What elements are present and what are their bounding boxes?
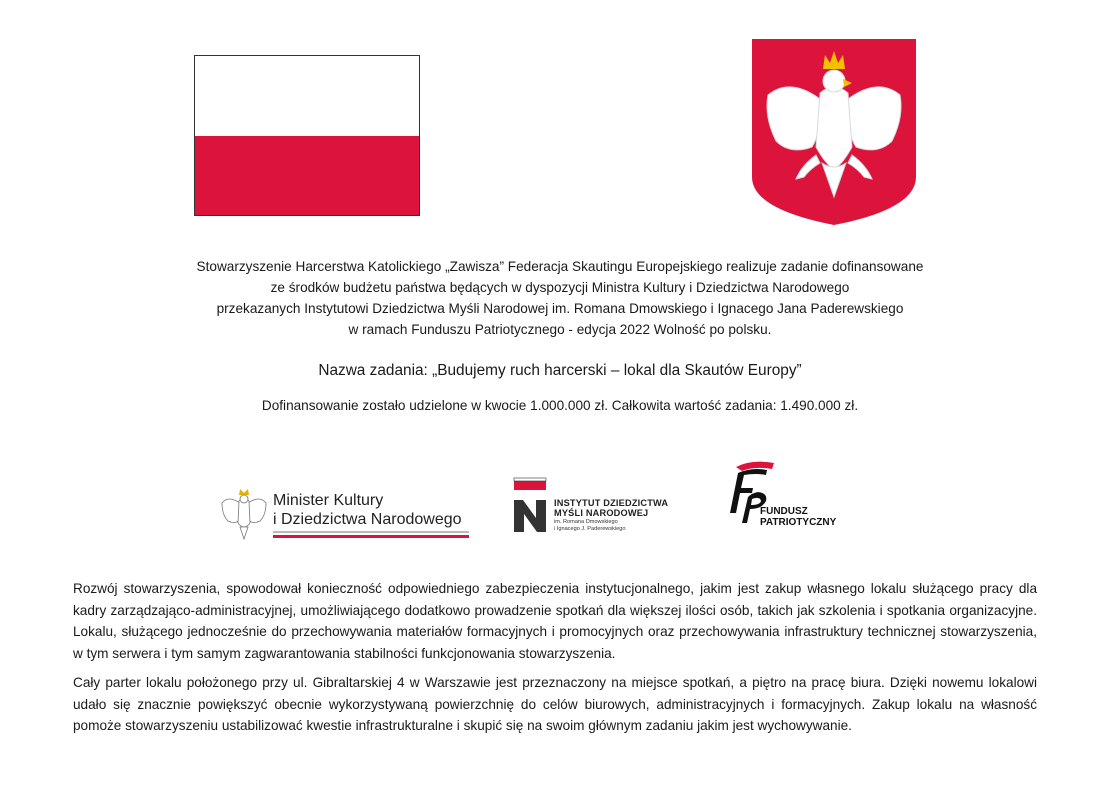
intro-line: Stowarzyszenie Harcerstwa Katolickiego „Zawisza” Federacja Skautingu Europejskiego realizuje zadanie dofinansowane <box>196 259 924 274</box>
fund-logo <box>722 457 842 531</box>
funding-info: Dofinansowanie zostało udzielone w kwocie 1.000.000 zł. Całkowita wartość zadania: 1.490.000 zł. <box>261 398 859 413</box>
flag-red-stripe <box>195 136 419 216</box>
logo-red-bar <box>273 535 469 538</box>
polish-eagle-emblem-icon <box>750 37 918 227</box>
intro-line: ze środków budżetu państwa będących w dyspozycji Ministra Kultury i Dziedzictwa Narodowego <box>270 280 850 295</box>
intro-line: w ramach Funduszu Patriotycznego - edycja 2022 Wolność po polsku. <box>348 322 772 337</box>
institute-logo <box>512 476 682 538</box>
intro-line: przekazanych Instytutowi Dziedzictwa Myśli Narodowej im. Romana Dmowskiego i Ignacego Jana Paderewskiego <box>216 301 904 316</box>
body-text <box>73 578 1037 745</box>
institute-logo-line: INSTYTUT DZIEDZICTWA <box>554 498 669 508</box>
ministry-logo-line: i Dziedzictwa Narodowego <box>273 511 462 528</box>
institute-n-icon <box>512 476 548 534</box>
institute-logo-subline: im. Romana Dmowskiego <box>554 519 618 525</box>
body-paragraph: Rozwój stowarzyszenia, spowodował konieczność odpowiedniego zabezpieczenia instytucjonalnego, jakim jest zakup własnego lokalu służącego pracy dla kadry zarządzająco-administracyjnej, umożliwiającego dodatkowo prowadzenie spotkań dla większej ilości osób, takich jak szkolenia i spotkania organizacyjne. Lokalu, służącego jednocześnie do przechowywania materiałów formacyjnych i promocyjnych oraz przechowywania infrastruktury technicznej stowarzyszenia, w tym serwera i tym samym zagwarantowania stabilności funkcjonowania stowarzyszenia. <box>73 581 1037 661</box>
institute-logo-line: MYŚLI NARODOWEJ <box>554 508 649 518</box>
ministry-logo-line: Minister Kultury <box>273 492 384 509</box>
fund-logo-line: FUNDUSZ <box>760 506 808 517</box>
eagle-icon <box>220 487 268 543</box>
body-paragraph: Cały parter lokalu położonego przy ul. Gibraltarskiej 4 w Warszawie jest przeznaczony na miejsce spotkań, a piętro na pracę biura. Dzięki nowemu lokalowi udało się znacznie powiększyć obecnie wykorzystywaną powierzchnię do celów biurowych, administracyjnych i formacyjnych. Zakup lokalu na własność pomoże stowarzyszeniu ustabilizować kwestie infrastrukturalne i skupić się na swoim głównym zadaniu jakim jest wychowywanie. <box>73 675 1037 733</box>
institute-logo-subline: i Ignacego J. Paderewskiego <box>554 525 626 532</box>
ministry-logo <box>220 487 470 543</box>
task-name: Nazwa zadania: „Budujemy ruch harcerski – lokal dla Skautów Europy” <box>318 362 802 379</box>
intro-paragraph <box>0 256 1120 340</box>
fund-logo-line: PATRIOTYCZNY <box>760 517 837 528</box>
logo-divider <box>273 531 469 533</box>
flag-white-stripe <box>195 56 419 136</box>
polish-flag <box>194 55 420 216</box>
